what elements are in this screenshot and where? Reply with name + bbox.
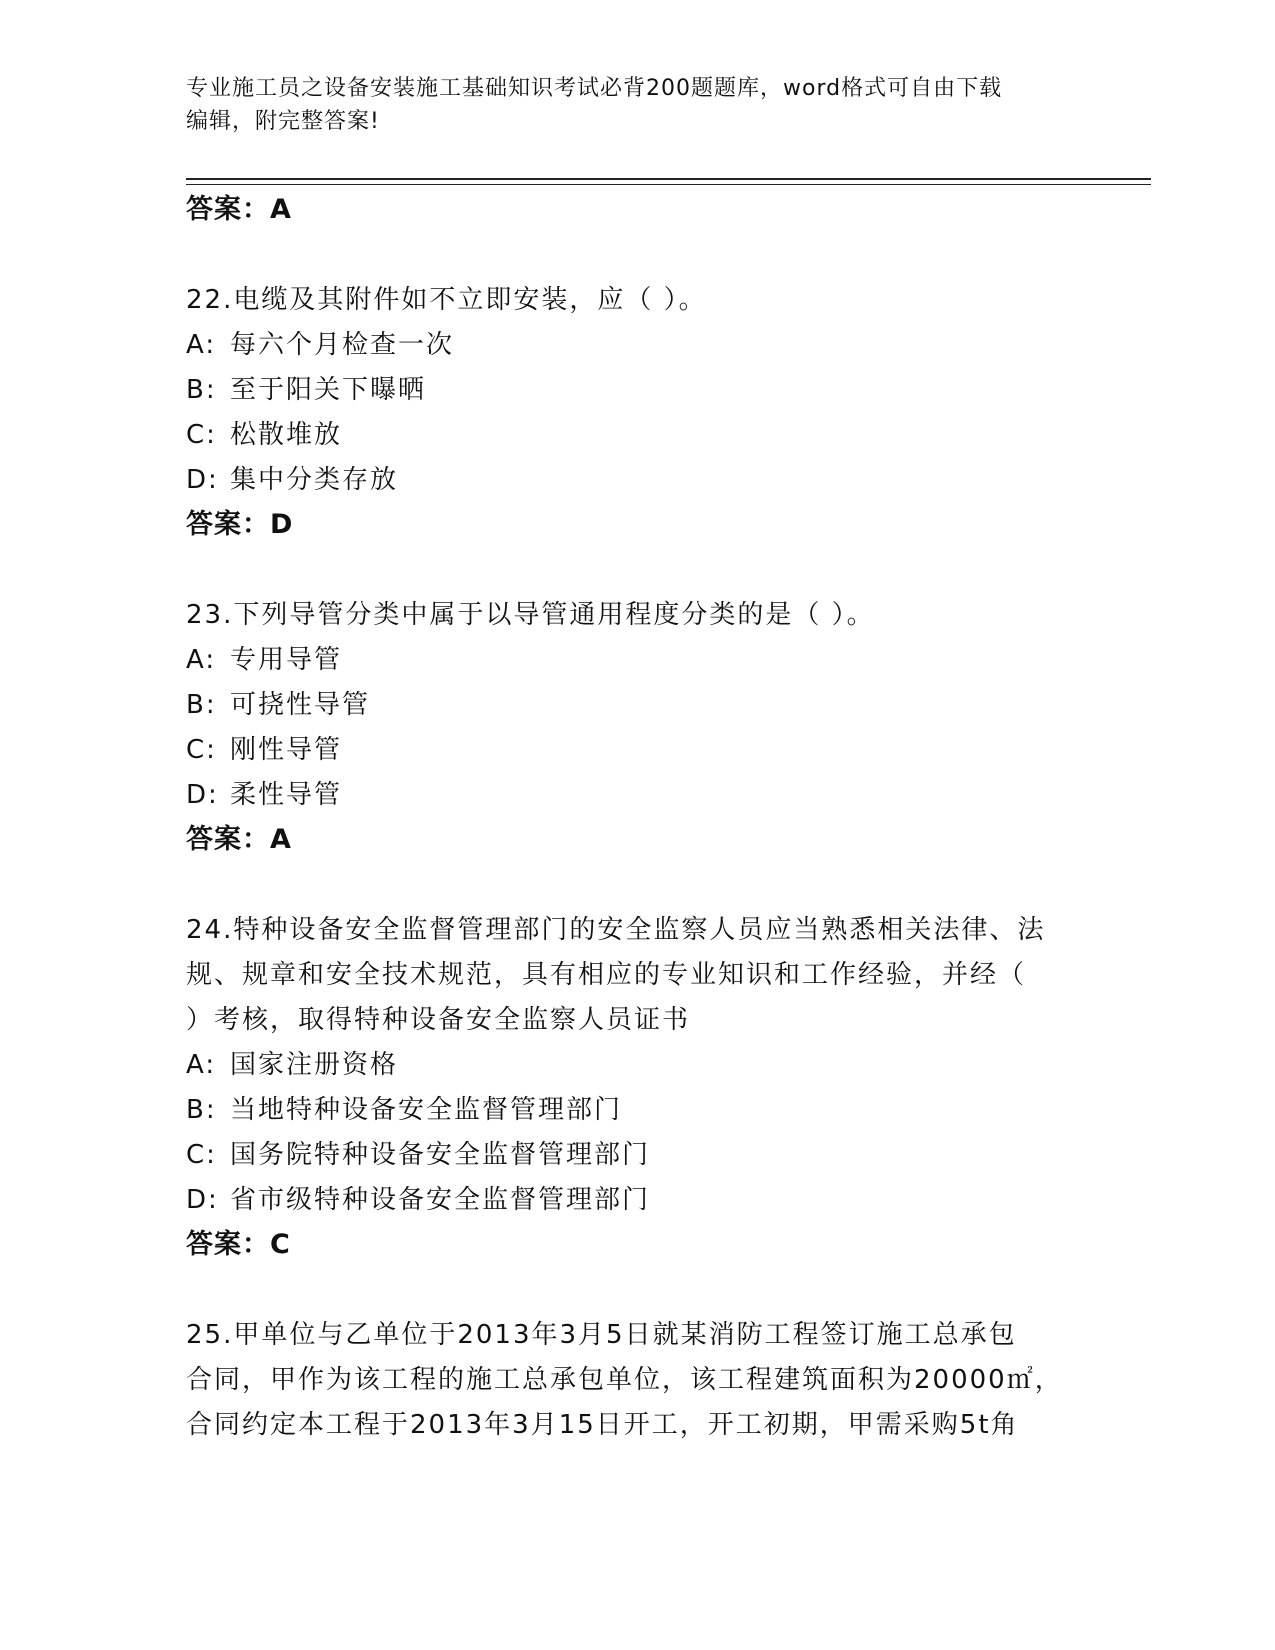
document-header <box>186 72 1066 138</box>
question-24 <box>186 908 1086 1267</box>
spacer <box>186 862 1086 908</box>
question-text: 22.电缆及其附件如不立即安装，应（ ）。 <box>186 285 707 315</box>
question-text-line: ）考核，取得特种设备安全监察人员证书 <box>186 1005 691 1035</box>
header-line-2: 编辑，附完整答案! <box>186 109 380 134</box>
question-text: 23.下列导管分类中属于以导管通用程度分类的是（ ）。 <box>186 600 875 630</box>
option-a: A: 每六个月检查一次 <box>186 330 455 360</box>
header-rule-thick <box>186 178 1151 180</box>
option-c: C: 刚性导管 <box>186 735 343 765</box>
option-c: C: 国务院特种设备安全监督管理部门 <box>186 1140 651 1170</box>
answer-label: 答案：C <box>186 1229 291 1260</box>
spacer <box>186 232 1086 278</box>
answer-label: 答案：A <box>186 194 292 225</box>
option-d: D: 省市级特种设备安全监督管理部门 <box>186 1185 651 1215</box>
question-list <box>186 188 1086 1448</box>
answer-label: 答案：A <box>186 824 292 855</box>
option-d: D: 集中分类存放 <box>186 465 399 495</box>
question-22 <box>186 278 1086 547</box>
spacer <box>186 1267 1086 1313</box>
question-text-line: 24.特种设备安全监督管理部门的安全监察人员应当熟悉相关法律、法 <box>186 915 1046 945</box>
option-b: B: 至于阳关下曝晒 <box>186 375 427 405</box>
question-text-line: 规、规章和安全技术规范，具有相应的专业知识和工作经验，并经（ <box>186 960 1027 990</box>
question-23 <box>186 593 1086 862</box>
question-text-line: 合同，甲作为该工程的施工总承包单位，该工程建筑面积为20000㎡， <box>186 1365 1063 1395</box>
question-25 <box>186 1313 1086 1448</box>
option-a: A: 专用导管 <box>186 645 343 675</box>
option-b: B: 当地特种设备安全监督管理部门 <box>186 1095 623 1125</box>
header-line-1: 专业施工员之设备安装施工基础知识考试必背200题题库，word格式可自由下载 <box>186 76 1003 101</box>
question-text-line: 25.甲单位与乙单位于2013年3月5日就某消防工程签订施工总承包 <box>186 1320 1017 1350</box>
question-text-line: 合同约定本工程于2013年3月15日开工，开工初期，甲需采购5t角 <box>186 1410 1019 1440</box>
spacer <box>186 547 1086 593</box>
option-b: B: 可挠性导管 <box>186 690 371 720</box>
option-a: A: 国家注册资格 <box>186 1050 399 1080</box>
answer-label: 答案：D <box>186 509 294 540</box>
option-c: C: 松散堆放 <box>186 420 343 450</box>
option-d: D: 柔性导管 <box>186 780 343 810</box>
header-rule-thin <box>186 184 1151 185</box>
